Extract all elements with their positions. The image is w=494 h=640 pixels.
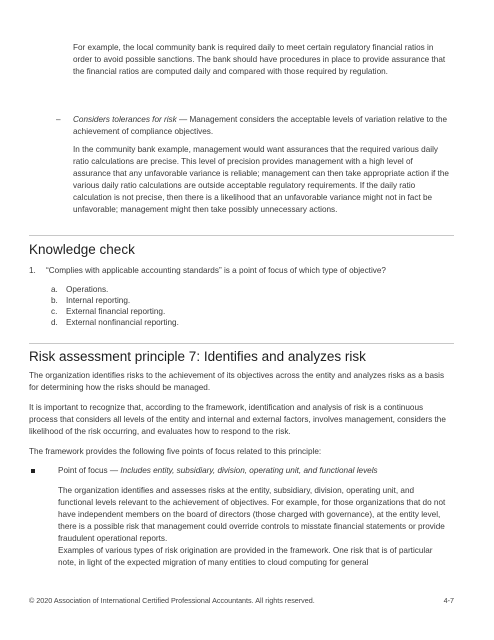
- option-letter: d.: [51, 318, 58, 327]
- option-a: [51, 284, 351, 295]
- principle-paragraph-1: The organization identifies risks to the achievement of its objectives across the entity and analyzes risks as a basis for determining how the risks should be managed.: [29, 371, 445, 392]
- bullet-square-icon: [31, 469, 35, 473]
- dash-item-rest: — Management considers the acceptable levels of variation relative to the achievement of compliance objectives.: [73, 115, 448, 136]
- dash-marker: –: [56, 115, 61, 124]
- option-letter: a.: [51, 285, 58, 294]
- community-bank-paragraph: In the community bank example, management would want assurances that the required various daily ratio calculations are precise. This level of precision provides management with a high level of assurance that any unfavorable variance is reliable; management can then take appropriate action if the various daily ratio calculations are outside acceptable regulatory requirements. If the daily ratio calculation is not precise, then there is a likelihood that an unfavorable variance might not in fact be unfavorable; management might then take possibly unnecessary actions.: [73, 145, 449, 214]
- option-text: Operations.: [66, 285, 109, 294]
- principle-paragraph-3: The framework provides the following five points of focus related to this principle:: [29, 447, 322, 456]
- section-divider: [29, 235, 454, 236]
- option-b: [51, 295, 351, 306]
- bullet-lead: Point of focus —: [58, 466, 121, 475]
- bullet-text: [58, 465, 453, 477]
- dash-item-text: [73, 114, 451, 138]
- option-d: [51, 317, 351, 328]
- option-letter: b.: [51, 296, 58, 305]
- question-number: 1.: [29, 266, 36, 275]
- copyright-notice: © 2020 Association of International Certified Professional Accountants. All rights reserved.: [29, 596, 315, 605]
- question-text: “Complies with applicable accounting standards” is a point of focus of which type of objective?: [46, 266, 386, 275]
- answer-options: [51, 284, 351, 328]
- example-paragraph: For example, the local community bank is required daily to meet certain regulatory financial ratios in order to avoid possible sanctions. The bank should have procedures in place to provide assurance that the financial ratios are computed daily and compared with those required by regulation.: [73, 43, 446, 76]
- bullet-lead-italic: Includes entity, subsidiary, division, operating unit, and functional levels: [120, 466, 378, 475]
- page-number: 4-7: [443, 596, 454, 605]
- section-divider: [29, 343, 454, 344]
- dash-item-lead: Considers tolerances for risk: [73, 115, 177, 124]
- option-c: [51, 306, 351, 317]
- point-of-focus-paragraph-1: The organization identifies and assesses risks at the entity, subsidiary, division, operating unit, and functional levels relevant to the achievement of objectives. For example, for those organizations that do not have independent members on the board of directors (those charged with governance), at the entity level, there is a possible risk that management could override controls to misstate financial statements or provide fraudulent operational reports.: [58, 486, 446, 543]
- knowledge-check-heading: Knowledge check: [29, 242, 135, 257]
- option-text: External financial reporting.: [66, 307, 166, 316]
- option-letter: c.: [51, 307, 58, 316]
- principle-paragraph-2: It is important to recognize that, according to the framework, identification and analysis of risk is a continuous process that considers all levels of the entity and internal and external factors, involves management, considers the likelihood of the risk occurring, and evaluates how to respond to the risk.: [29, 403, 446, 436]
- option-text: Internal reporting.: [66, 296, 131, 305]
- point-of-focus-paragraph-2: Examples of various types of risk origination are provided in the framework. One risk that is of particular note, in light of the expected migration of many entities to cloud computing for general: [58, 546, 433, 567]
- principle-7-heading: Risk assessment principle 7: Identifies and analyzes risk: [29, 349, 366, 364]
- option-text: External nonfinancial reporting.: [66, 318, 179, 327]
